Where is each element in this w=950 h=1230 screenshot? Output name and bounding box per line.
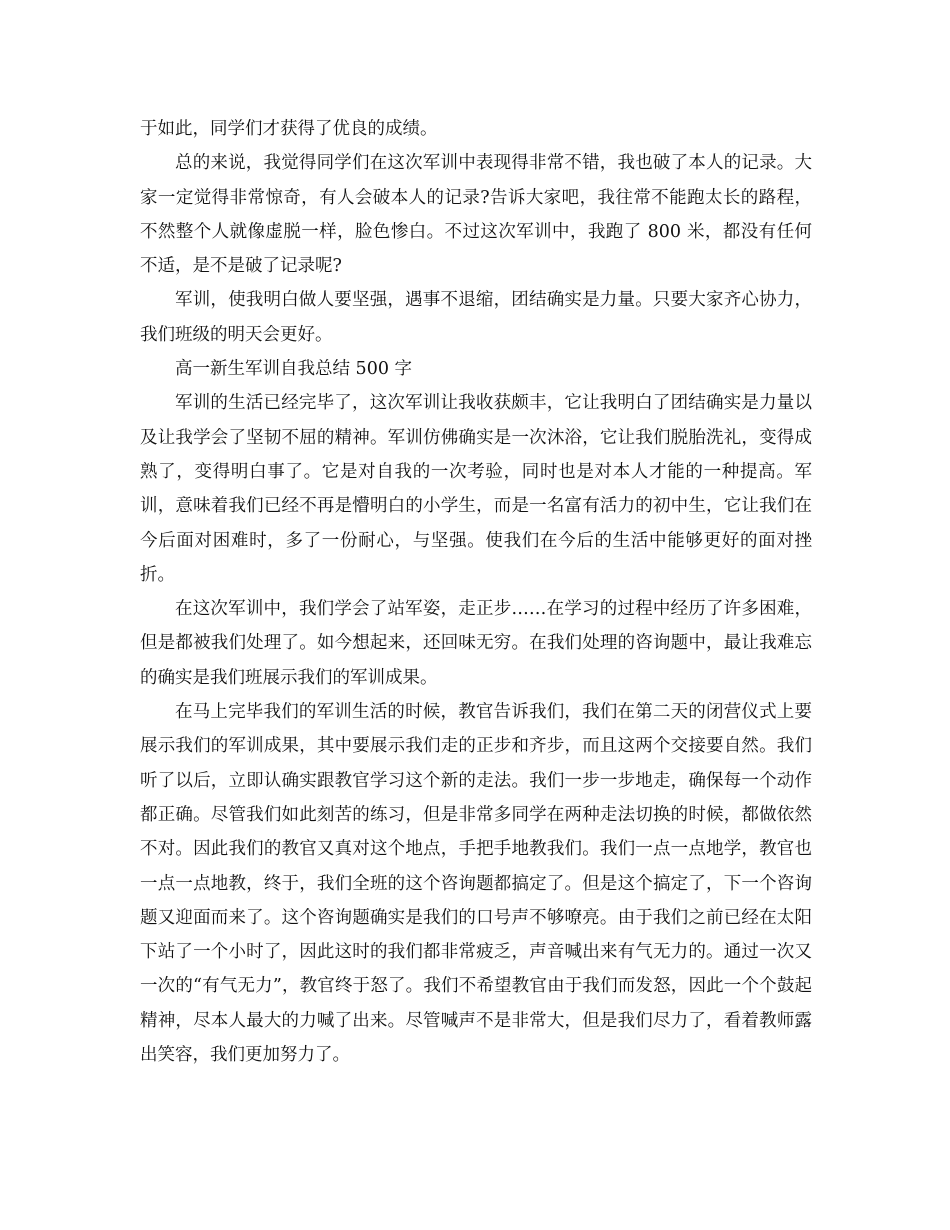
paragraph-summary: 总的来说，我觉得同学们在这次军训中表现得非常不错，我也破了本人的记录。大家一定觉得非常惊奇，有人会破本人的记录?告诉大家吧，我往常不能跑太长的路程，不然整个人就像虚脱一样，脸色惨白。不过这次军训中，我跑了 800 米，都没有任何不适，是不是破了记录呢? [140,153,812,277]
paragraph-conclusion: 军训，使我明白做人要坚强，遇事不退缩，团结确实是力量。只要大家齐心协力，我们班级的明天会更好。 [140,290,812,345]
paragraph-intro: 军训的生活已经完毕了，这次军训让我收获颇丰，它让我明白了团结确实是力量以及让我学会了坚韧不屈的精神。军训仿佛确实是一次沐浴，它让我们脱胎洗礼，变得成熟了，变得明白事了。它是对自我的一次考验，同时也是对本人才能的一种提高。军训，意味着我们已经不再是懵明白的小学生，而是一名富有活力的初中生，它让我们在今后面对困难时，多了一份耐心，与坚强。使我们在今后的生活中能够更好的面对挫折。 [140,393,812,585]
paragraph-training: 在这次军训中，我们学会了站军姿，走正步……在学习的过程中经历了许多困难，但是都被我们处理了。如今想起来，还回味无穷。在我们处理的咨询题中，最让我难忘的确实是我们班展示我们的军训成果。 [140,599,812,688]
paragraph-showcase: 在马上完毕我们的军训生活的时候，教官告诉我们，我们在第二天的闭营仪式上要展示我们的军训成果，其中要展示我们走的正步和齐步，而且这两个交接要自然。我们听了以后，立即认确实跟教官学习这个新的走法。我们一步一步地走，确保每一个动作都正确。尽管我们如此刻苦的练习，但是非常多同学在两种走法切换的时候，都做依然不对。因此我们的教官又真对这个地点，手把手地教我们。我们一点一点地学，教官也一点一点地教，终于，我们全班的这个咨询题都搞定了。但是这个搞定了，下一个咨询题又迎面而来了。这个咨询题确实是我们的口号声不够嘹亮。由于我们之前已经在太阳下站了一个小时了，因此这时的我们都非常疲乏，声音喊出来有气无力的。通过一次又一次的“有气无力”，教官终于怒了。我们不希望教官由于我们而发怒，因此一个个鼓起精神，尽本人最大的力喊了出来。尽管喊声不是非常大，但是我们尽力了，看着教师露出笑容，我们更加努力了。 [140,702,812,1066]
section-heading: 高一新生军训自我总结 500 字 [175,359,413,380]
document-body [140,112,812,1072]
paragraph-continuation: 于如此，同学们才获得了优良的成绩。 [140,119,438,139]
